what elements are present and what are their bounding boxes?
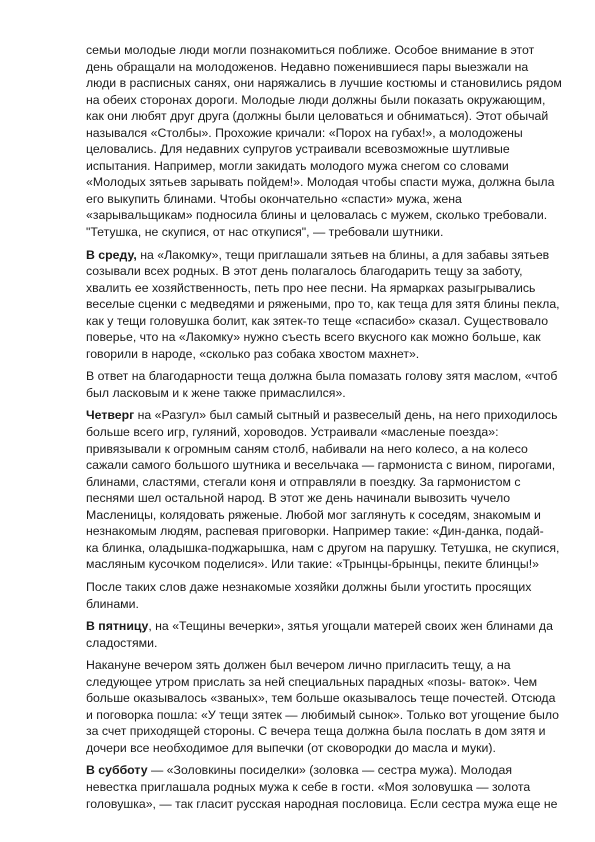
- text-line: Масленицы, колядовать ряженые. Любой мог заглянуть к соседям, знакомым и: [86, 507, 541, 522]
- text-line: следующее утром прислать за ней специальных парадных «позы- ваток». Чем: [86, 674, 538, 689]
- text-line: [86, 407, 558, 424]
- text-line: целовались. Для недавних супругов устраивали всевозможные шутливые: [86, 142, 510, 157]
- text-line: был ласковым и к жене также примаслился».: [86, 385, 346, 400]
- paragraph-thursday: [86, 407, 560, 572]
- text-line: хвалить ее хозяйственность, петь про нее песни. На ярмарках разыгрывались: [86, 280, 536, 295]
- text-line: головушка», — так гласит русская народная пословица. Если сестра мужа еще не: [86, 796, 558, 811]
- day-heading-friday: В пятницу: [86, 619, 149, 634]
- text-line: невестка приглашала родных мужа к себе в гости. «Моя золовушка — золота: [86, 779, 531, 794]
- text-line: блинами, сластями, стегали коня и отправляли в поездку. За гармонистом с: [86, 474, 521, 489]
- day-heading-thursday: Четверг: [86, 408, 135, 423]
- text-line: говорили в народе, «сколько раз собака хвостом махнет».: [86, 346, 420, 361]
- text-run: , на «Тещины вечерки», зятья угощали матерей своих жен блинами да: [148, 619, 553, 634]
- text-line: [86, 247, 550, 264]
- text-line: [86, 762, 526, 779]
- text-line: испытания. Например, могли закидать молодого мужа снегом со словами: [86, 158, 509, 173]
- text-line: «Молодых зятьев зарывать пойдем!». Молодая чтобы спасти мужа, должна была: [86, 175, 555, 190]
- text-line: [86, 618, 553, 635]
- text-line: поверье, что на «Лакомку» нужно съесть всего вкусного как можно больше, как: [86, 330, 541, 345]
- text-line: блинами.: [86, 596, 139, 611]
- text-line: назывался «Столбы». Прохожие кричали: «Порох на губах!», а молодожены: [86, 125, 523, 140]
- text-line: привязывали к огромным саням столб, набивали на него колесо, а на колесо: [86, 441, 528, 456]
- text-line: за счет приходящей стороны. С вечера теща должна была послать в дом зятя и: [86, 724, 546, 739]
- paragraph-butter: [86, 368, 558, 401]
- text-line: Накануне вечером зять должен был вечером лично пригласить тещу, а на: [86, 658, 511, 673]
- text-line: В ответ на благодарности теща должна была помазать голову зятя маслом, «чтоб: [86, 369, 558, 384]
- day-heading-wednesday: В среду,: [86, 247, 137, 262]
- text-line: и поговорка пошла: «У тещи зятек — любимый сынок». Только вот угощение было: [86, 707, 559, 722]
- paragraph-friday: [86, 618, 553, 651]
- text-line: незнакомым людям, распевая приговорки. Например такие: «Дин-данка, подай-: [86, 524, 544, 539]
- text-line: люди в расписных санях, они наряжались в лучшие костюмы и становились рядом: [86, 76, 562, 91]
- text-run: на «Лакомку», тещи приглашали зятьев на блины, а для забавы зятьев: [136, 247, 550, 262]
- paragraph-saturday: [86, 762, 558, 812]
- text-line: его выкупить блинами. Чтобы окончательно «спасти» мужа, жена: [86, 191, 462, 206]
- text-line: ка блинка, оладышка-поджарышка, нам с другом на парушку. Тетушка, не скупися,: [86, 540, 560, 555]
- day-heading-saturday: В субботу: [86, 763, 148, 778]
- text-line: веселые сценки с медведями и ряжеными, про то, как теща для зятя блины пекла,: [86, 297, 560, 312]
- paragraph-invitation: [86, 657, 559, 756]
- text-line: «зарывальщикам» подносила блины и целовалась с мужем, сколько требовали.: [86, 208, 548, 223]
- text-line: семьи молодые люди могли познакомиться поближе. Особое внимание в этот: [86, 43, 535, 57]
- text-run: на «Разгул» был самый сытный и развеселый день, на него приходилось: [134, 408, 558, 423]
- paragraph-strangers: [86, 579, 532, 612]
- text-line: масляным кусочком поделися». Или такие: «Трынцы-брынцы, пеките блинцы!»: [86, 557, 539, 572]
- text-line: больше оказывалось «званых», тем больше оказывалось теще почестей. Отсюда: [86, 691, 556, 706]
- text-run: — «Золовкины посиделки» (золовка — сестра мужа). Молодая: [147, 763, 512, 778]
- text-line: на обеих сторонах дороги. Молодые люди должны были показать окружающим,: [86, 92, 546, 107]
- text-line: как у тещи головушка болит, как зятек-то теще «спасибо» сказал. Существовало: [86, 313, 549, 328]
- text-line: сажали самого большого шутника и весельчака — гармониста с вином, пирогами,: [86, 458, 556, 473]
- paragraph-wednesday: [86, 247, 560, 363]
- text-line: "Тетушка, не скупися, от нас откупися", — требовали шутники.: [86, 225, 444, 240]
- text-line: созывали всех родных. В этот день полагалось благодарить тещу за заботу,: [86, 264, 523, 279]
- text-line: как они любят друг друга (должны были целоваться и обниматься). Этот обычай: [86, 109, 549, 124]
- text-line: песнями шел остальной народ. В этот же день начинали вывозить чучело: [86, 491, 511, 506]
- text-line: больше всего игр, гуляний, хороводов. Устраивали «масленые поезда»:: [86, 425, 499, 440]
- document-page: [86, 42, 562, 818]
- text-line: дочери все необходимое для выпечки (от сковородки до масла и муки).: [86, 740, 496, 755]
- text-line: сладостями.: [86, 635, 158, 650]
- text-line: После таких слов даже незнакомые хозяйки должны были угостить просящих: [86, 579, 532, 594]
- text-line: день обращали на молодоженов. Недавно поженившиеся пары выезжали на: [86, 59, 529, 74]
- paragraph-stolby: [86, 42, 562, 241]
